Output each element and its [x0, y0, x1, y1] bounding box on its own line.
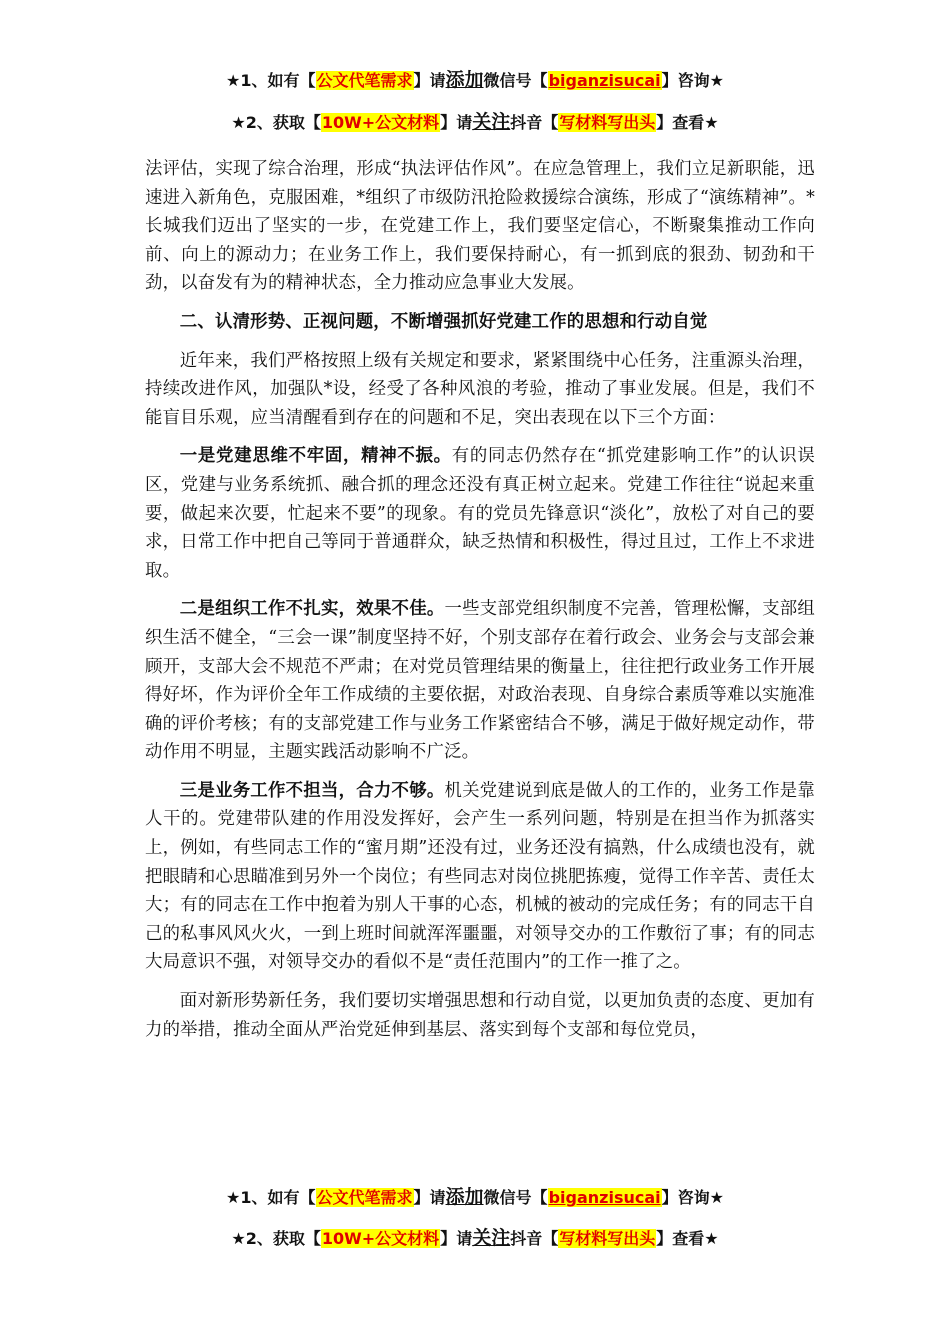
banner-text: 抖音【 — [510, 1229, 559, 1248]
banner-text: 】请 — [413, 1188, 446, 1207]
wechat-id-link[interactable]: biganzisucai — [548, 71, 661, 90]
banner-emphasis-follow: 关注 — [472, 111, 511, 133]
banner-highlight-ghostwriting: 公文代笔需求 — [316, 71, 413, 90]
banner-text: 】请 — [440, 1229, 473, 1248]
point-3-lead: 三是业务工作不担当，合力不够。 — [179, 780, 445, 801]
banner-prefix: ★1、如有【 — [226, 1188, 316, 1207]
bottom-banner-line-2 — [0, 1226, 950, 1251]
point-3-text: 机关党建说到底是做人的工作的，业务工作是靠人干的。党建带队建的作用没发挥好，会产生一系列问题，特别是在担当作为抓落实上，例如，有些同志工作的“蜜月期”还没有过，业务还没有搞熟，什么成绩也没有，就把眼睛和心思瞄准到另外一个岗位；有些同志对岗位挑肥拣瘦，觉得工作辛苦、责任太大；有的同志在工作中抱着为别人干事的心态，机械的被动的完成任务；有的同志干自己的私事风风火火，一到上班时间就浑浑噩噩，对领导交办的工作敷衍了事；有的同志大局意识不强，对领导交办的看似不是“责任范围内”的工作一推了之。 — [145, 780, 815, 973]
banner-text: 微信号【 — [483, 1188, 548, 1207]
banner-highlight-douyin: 写材料写出头 — [559, 1229, 656, 1248]
bottom-banner-line-1 — [0, 1185, 950, 1210]
paragraph-intro: 近年来，我们严格按照上级有关规定和要求，紧紧围绕中心任务，注重源头治理，持续改进作风，加强队*设，经受了各种风浪的考验，推动了事业发展。但是，我们不能盲目乐观，应当清醒看到存在的问题和不足，突出表现在以下三个方面： — [145, 350, 815, 428]
banner-highlight-ghostwriting: 公文代笔需求 — [316, 1188, 413, 1207]
section-heading-2: 二、认清形势、正视问题，不断增强抓好党建工作的思想和行动自觉 — [179, 311, 708, 332]
banner-emphasis-add: 添加 — [445, 1186, 484, 1208]
paragraph-point-2 — [145, 595, 815, 767]
banner-text: 抖音【 — [510, 113, 559, 132]
banner-prefix: ★2、获取【 — [231, 113, 321, 132]
point-2-text: 一些支部党组织制度不完善，管理松懈，支部组织生活不健全，“三会一课”制度坚持不好，个别支部存在着行政会、业务会与支部会兼顾开，支部大会不规范不严肃；在对党员管理结果的衡量上，往往把行政业务工作开展得好坏，作为评价全年工作成绩的主要依据，对政治表现、自身综合素质等难以实施准确的评价考核；有的支部党建工作与业务工作紧密结合不够，满足于做好规定动作，带动作用不明显，主题实践活动影响不广泛。 — [145, 599, 815, 763]
banner-prefix: ★2、获取【 — [231, 1229, 321, 1248]
banner-suffix: 】查看★ — [656, 1229, 719, 1248]
banner-text: 微信号【 — [483, 71, 548, 90]
paragraph-continuation: 法评估，实现了综合治理，形成“执法评估作风”。在应急管理上，我们立足新职能，迅速进入新角色，克服困难，*组织了市级防汛抢险救援综合演练，形成了“演练精神”。*长城我们迈出了坚实的一步，在党建工作上，我们要坚定信心，不断聚集推动工作向前、向上的源动力；在业务工作上，我们要保持耐心，有一抓到底的狠劲、韧劲和干劲，以奋发有为的精神状态，全力推动应急事业大发展。 — [145, 159, 815, 294]
banner-prefix: ★1、如有【 — [226, 71, 316, 90]
wechat-id-link[interactable]: biganzisucai — [548, 1188, 661, 1207]
banner-suffix: 】咨询★ — [661, 71, 724, 90]
top-banner-line-1 — [0, 68, 950, 93]
paragraph-closing: 面对新形势新任务，我们要切实增强思想和行动自觉，以更加负责的态度、更加有力的举措，推动全面从严治党延伸到基层、落实到每个支部和每位党员， — [145, 991, 815, 1040]
banner-highlight-materials: 10W+公文材料 — [321, 1229, 440, 1248]
banner-text: 】请 — [440, 113, 473, 132]
document-body — [145, 155, 815, 1054]
point-1-text: 有的同志仍然存在“抓党建影响工作”的认识误区，党建与业务系统抓、融合抓的理念还没有真正树立起来。党建工作往往“说起来重要，做起来次要，忙起来不要”的现象。有的党员先锋意识“淡化”，放松了对自己的要求，日常工作中把自己等同于普通群众，缺乏热情和积极性，得过且过，工作上不求进取。 — [145, 446, 815, 581]
banner-emphasis-follow: 关注 — [472, 1227, 511, 1249]
banner-suffix: 】咨询★ — [661, 1188, 724, 1207]
banner-highlight-douyin: 写材料写出头 — [559, 113, 656, 132]
banner-text: 】请 — [413, 71, 446, 90]
banner-emphasis-add: 添加 — [445, 69, 484, 91]
paragraph-point-1 — [145, 442, 815, 585]
point-2-lead: 二是组织工作不扎实，效果不佳。 — [179, 599, 445, 620]
paragraph-point-3 — [145, 777, 815, 977]
banner-suffix: 】查看★ — [656, 113, 719, 132]
top-banner-line-2 — [0, 110, 950, 135]
point-1-lead: 一是党建思维不牢固，精神不振。 — [179, 446, 452, 467]
banner-highlight-materials: 10W+公文材料 — [321, 113, 440, 132]
